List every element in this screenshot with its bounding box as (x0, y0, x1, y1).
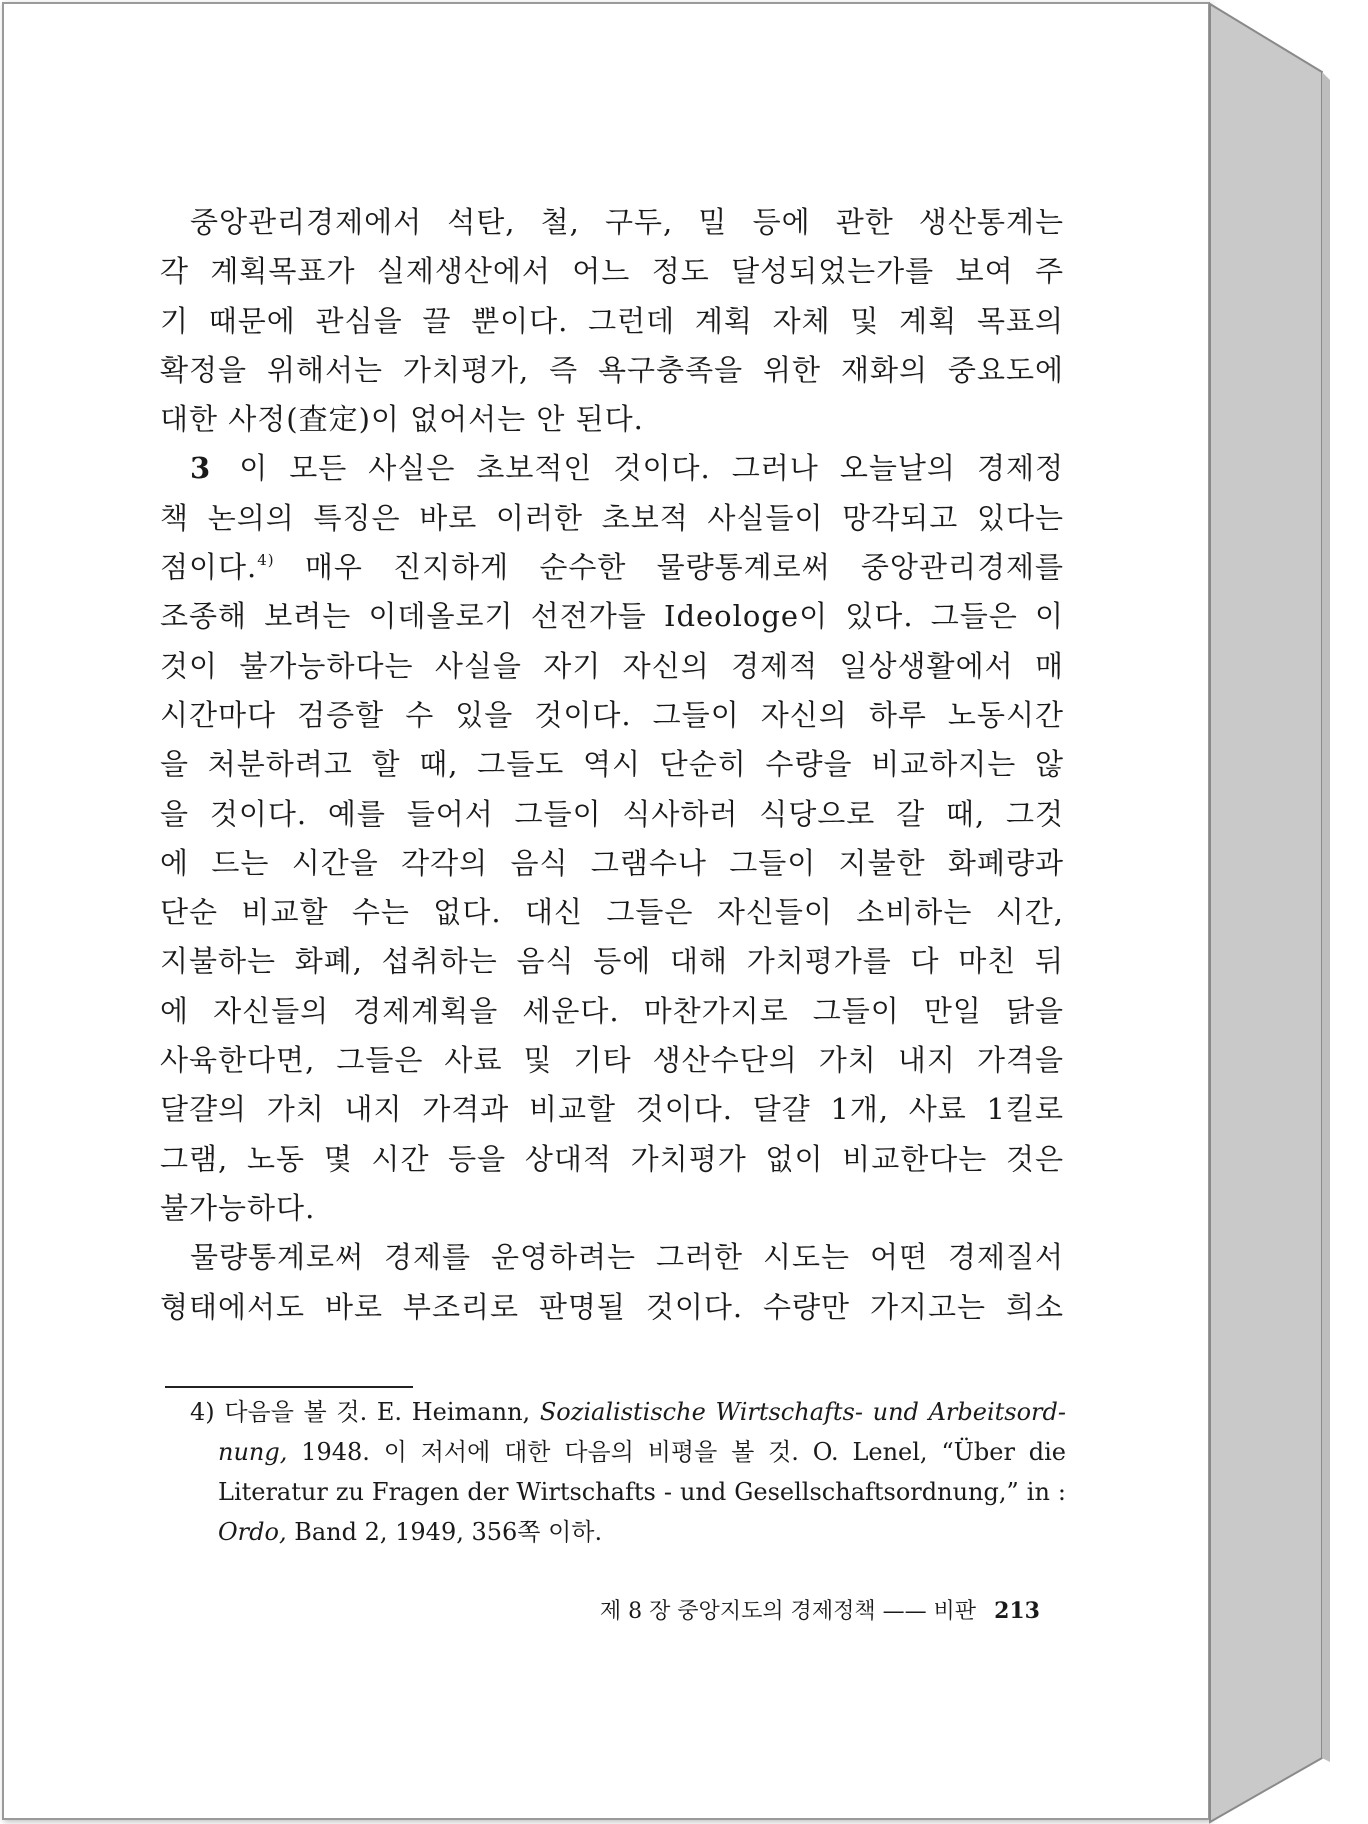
footnote (190, 1392, 1066, 1552)
footnote-divider (165, 1386, 413, 1388)
text-line: 책 논의의 특징은 바로 이러한 초보적 사실들이 망각되고 있다는 (160, 500, 1064, 535)
text-segment: 매우 진지하게 순수한 물량통계로써 중앙관리경제를 (274, 550, 1064, 585)
page-number: 213 (994, 1598, 1040, 1624)
footnote-marker: 4) (190, 1398, 215, 1426)
text-line: 물량통계로써 경제를 운영하려는 그러한 시도는 어떤 경제질서 (190, 1240, 1064, 1275)
text-line: 형태에서도 바로 부조리로 판명될 것이다. 수량만 가지고는 희소 (160, 1289, 1064, 1324)
text-segment: 1948. 이 저서에 대한 다음의 비평을 볼 것. O. Lenel, “Über die (287, 1438, 1066, 1466)
text-line: 것이 불가능하다는 사실을 자기 자신의 경제적 일상생활에서 매 (160, 648, 1064, 683)
text-segment: Band 2, 1949, 356쪽 이하. (286, 1518, 603, 1546)
text-line: 에 자신들의 경제계획을 세운다. 마찬가지로 그들이 만일 닭을 (160, 993, 1064, 1028)
text-line: 을 처분하려고 할 때, 그들도 역시 단순히 수량을 비교하지는 않 (160, 747, 1064, 782)
text-segment: 이 모든 사실은 초보적인 것이다. 그러나 오늘날의 경제정 (239, 451, 1064, 486)
text-line (160, 543, 1064, 592)
paragraph-3 (160, 1233, 1064, 1332)
text-line: 시간마다 검증할 수 있을 것이다. 그들이 자신의 하루 노동시간 (160, 697, 1064, 732)
text-line (160, 444, 1064, 493)
running-footer (560, 1596, 1040, 1627)
footnote-line (190, 1512, 1066, 1552)
text-line: 확정을 위해서는 가치평가, 즉 욕구충족을 위한 재화의 중요도에 (160, 352, 1064, 387)
text-line: 각 계획목표가 실제생산에서 어느 정도 달성되었는가를 보여 주 (160, 254, 1064, 289)
text-line: 그램, 노동 몇 시간 등을 상대적 가치평가 없이 비교한다는 것은 (160, 1141, 1064, 1176)
text-line: 대한 사정(査定)이 없어서는 안 된다. (160, 402, 644, 437)
text-line: 달걀의 가치 내지 가격과 비교할 것이다. 달걀 1개, 사료 1킬로 (160, 1092, 1064, 1127)
footnote-reference: 4) (257, 551, 275, 570)
text-line: 사육한다면, 그들은 사료 및 기타 생산수단의 가치 내지 가격을 (160, 1043, 1064, 1078)
body-text (160, 198, 1064, 1332)
text-line: 지불하는 화폐, 섭취하는 음식 등에 대해 가치평가를 다 마친 뒤 (160, 944, 1064, 979)
section-number: 3 (190, 451, 212, 486)
text-line: 기 때문에 관심을 끌 뿐이다. 그런데 계획 자체 및 계획 목표의 (160, 303, 1064, 338)
text-line: 에 드는 시간을 각각의 음식 그램수나 그들이 지불한 화폐량과 (160, 845, 1064, 880)
text-line: 을 것이다. 예를 들어서 그들이 식사하러 식당으로 갈 때, 그것 (160, 796, 1064, 831)
book-title: Sozialistische Wirtschafts- und Arbeitsord- (539, 1398, 1067, 1426)
footnote-line: Literatur zu Fragen der Wirtschafts - und Gesellschaftsordnung,” in : (218, 1478, 1066, 1506)
text-line: 조종해 보려는 이데올로기 선전가들 Ideologe이 있다. 그들은 이 (160, 599, 1064, 634)
footnote-line (190, 1392, 1066, 1432)
footnote-line (190, 1432, 1066, 1472)
book-title: nung, (218, 1438, 288, 1466)
text-segment: 점이다. (160, 550, 258, 585)
text-line: 불가능하다. (160, 1190, 316, 1225)
chapter-title: 제 8 장 중앙지도의 경제정책 —— 비판 (599, 1599, 977, 1624)
text-line: 단순 비교할 수는 없다. 대신 그들은 자신들이 소비하는 시간, (160, 895, 1064, 930)
journal-title: Ordo, (218, 1518, 287, 1546)
text-segment: 다음을 볼 것. E. Heimann, (214, 1398, 540, 1426)
paragraph-1 (160, 198, 1064, 444)
text-line: 중앙관리경제에서 석탄, 철, 구두, 밀 등에 관한 생산통계는 (190, 205, 1064, 239)
paragraph-2 (160, 444, 1064, 1233)
